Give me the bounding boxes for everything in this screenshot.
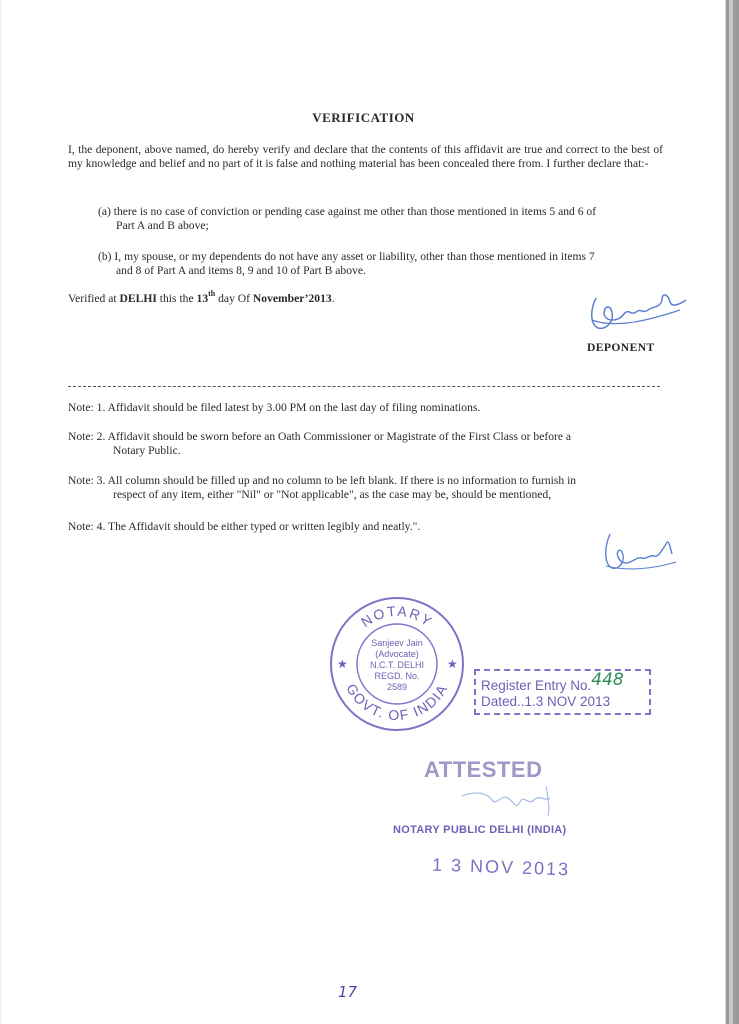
seal-star-right: ★ — [447, 657, 458, 671]
verified-day: 13th — [196, 289, 216, 305]
clause-b — [98, 250, 661, 278]
clause-b-line2: and 8 of Part A and items 8, 9 and 10 of Part B above. — [116, 264, 366, 277]
dashed-divider — [68, 386, 660, 387]
verified-day-word: day Of — [215, 292, 253, 305]
scan-edge — [726, 0, 739, 1024]
seal-bottom-text: GOVT. OF INDIA — [343, 680, 451, 724]
seal-number: 2589 — [386, 682, 408, 692]
register-entry-label: Register Entry No. — [481, 678, 592, 693]
attested-stamp: ATTESTED — [424, 757, 543, 782]
seal-area: N.C.T. DELHI — [369, 660, 425, 670]
verified-prefix: Verified at — [68, 292, 120, 305]
seal-top-text: NOTARY — [357, 602, 437, 631]
dated-label: Dated.. — [481, 694, 525, 709]
second-signature — [600, 526, 680, 576]
deponent-label: DEPONENT — [587, 341, 655, 354]
note-3 — [68, 474, 658, 502]
notary-seal — [327, 594, 467, 734]
page-number: 17 — [338, 983, 358, 1001]
seal-name: Sanjeev Jain — [371, 638, 423, 648]
note-1: Note: 1. Affidavit should be filed latest by 3.00 PM on the last day of filing nominations. — [68, 401, 481, 414]
verified-place: DELHI — [119, 292, 157, 305]
register-entry-number: 448 — [591, 670, 624, 690]
note-2-line1: Note: 2. Affidavit should be sworn before an Oath Commissioner or Magistrate of the First Class or before a — [68, 430, 572, 443]
register-entry-stamp — [474, 669, 651, 715]
verification-intro: I, the deponent, above named, do hereby verify and declare that the contents of this affidavit are true and correct to the best of my knowledge and belief and no part of it is false and nothing material has been concealed there from. I further declare that:- — [68, 143, 663, 170]
clause-a-line2: Part A and B above; — [116, 219, 209, 232]
verified-month-year: November’2013 — [252, 292, 332, 305]
document-title: VERIFICATION — [312, 110, 415, 125]
notary-public-stamp: NOTARY PUBLIC DELHI (INDIA) — [393, 824, 567, 836]
date-stamp: 1 3 NOV 2013 — [431, 854, 571, 880]
note-2-line2: Notary Public. — [113, 444, 181, 457]
verified-mid: this the — [156, 292, 197, 305]
seal-star-left: ★ — [337, 657, 348, 671]
note-4: Note: 4. The Affidavit should be either typed or written legibly and neatly.". — [68, 520, 421, 533]
notary-signature — [458, 780, 568, 820]
seal-role: (Advocate) — [375, 649, 419, 659]
note-2 — [68, 430, 658, 458]
clause-a-line1: (a) there is no case of conviction or pending case against me other than those mentioned in items 5 and 6 of — [98, 205, 597, 218]
clause-b-line1: (b) I, my spouse, or my dependents do not have any asset or liability, other than those mentioned in items 7 — [98, 250, 595, 263]
deponent-signature — [584, 286, 694, 338]
seal-regd: REGD. No. — [374, 671, 420, 681]
verified-statement: Verified at DELHI this the 13th day Of November’2013. — [68, 289, 335, 305]
dated-value: 1.3 NOV 2013 — [524, 694, 611, 709]
note-3-line2: respect of any item, either "Nil" or "Not applicable", as the case may be, should be mentioned, — [113, 488, 552, 501]
note-3-line1: Note: 3. All column should be filled up and no column to be left blank. If there is no information to furnish in — [68, 474, 577, 487]
clause-a — [98, 205, 661, 233]
document-page — [2, 0, 726, 1024]
